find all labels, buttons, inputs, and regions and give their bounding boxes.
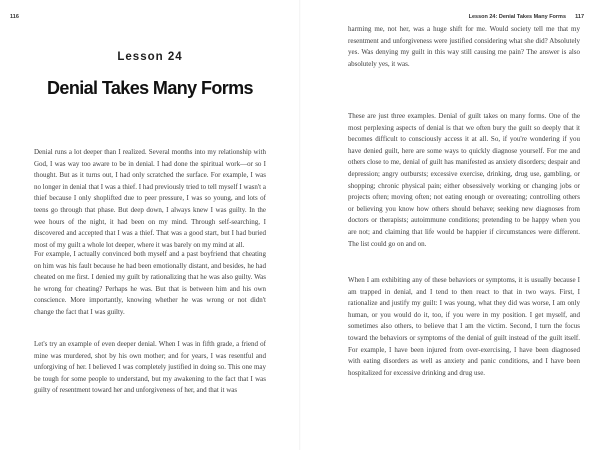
body-paragraph: These are just three examples. Denial of guilt takes on many forms. One of the most perplexing aspects of denial is that we often bury the guilt so deeply that it becomes difficult to consciously access it at all. So, if you're wondering if you have denied guilt, here are some ways to quickly diagnose yourself. For me and others close to me, denial of guilt has manifested as anxiety disorders; despair and depression; angry outbursts; excessive exercise, drinking, drug use, gambling, or shopping; chronic physical pain; either obsessively working or changing jobs or projects often; moving often; not eating enough or overeating; controlling others or believing you know how others should behave; seeking new diagnoses from doctors or therapists; autoimmune conditions; pretending to be happy when you are not; and claiming that life would be happier if circumstances were different. The list could go on and on.	[348, 112, 580, 248]
body-paragraph: When I am exhibiting any of these behaviors or symptoms, it is usually because I am trapped in denial, and I tend to then react to that in two ways. First, I rationalize and justify my guilt: I was young, what they did was worse, I am only human, or you would do it, too, if you were in my position. I get myself, and sometimes also others, to believe that I am the victim. Second, I turn the focus toward the behaviors or symptoms of the denial of guilt instead of the guilt itself. For example, I have been injured from over-exercising, I have been diagnosed with eating disorders as well as anxiety and panic conditions, and I have been hospitalized for excessive drinking and drug use.	[348, 276, 580, 377]
page-number-right: 117	[575, 14, 584, 20]
body-paragraph: For example, I actually convinced both myself and a past boyfriend that cheating on him was his fault because he had been emotionally distant, and besides, he had cheated on me first. I denied my guilt by rationalizing that he was also guilty. Was he wrong for cheating? Perhaps he was. But that is between him and his own conscience. More importantly, knowing whether he was wrong or not didn't change the fact that I was guilty.	[34, 250, 266, 316]
body-paragraph: harming me, not her, was a huge shift for me. Would society tell me that my resentment and unforgiveness were justified considering what she did? Absolutely yes. Was denying my guilt in this way still causing me pain? The answer is also absolutely yes, it was.	[348, 25, 580, 68]
body-paragraph: Let's try an example of even deeper denial. When I was in fifth grade, a friend of mine was murdered, shot by his own mother; and for years, I was resentful and unforgiving of her. I believed I was completely justified in doing so. This one may be tough for some people to understand, but my awakening to the fact that I was guilty of resentment toward her and unforgiveness of her, and that it was	[34, 340, 266, 395]
running-head: Lesson 24: Denial Takes Many Forms	[468, 14, 566, 20]
page-number-left: 116	[10, 14, 19, 20]
body-paragraph: Denial runs a lot deeper than I realized. Several months into my relationship with God, I was way too aware to be in denial. I had done the spiritual work—or so I thought. But as it turns out, I had only scratched the surface. For example, I was no longer in denial that I was a thief. I had previously tried to tell myself I wasn't a thief because I only shoplifted due to peer pressure, I was so young, and lots of teens go through that phase. But deep down, I always knew I was guilty. In the wee hours of the night, it had been on my mind. Through self-searching, I discovered and accepted that I was a thief. That was a good start, but I had buried most of my guilt a whole lot deeper, where it was barely on my mind at all.	[34, 148, 266, 249]
lesson-label: Lesson 24	[117, 51, 183, 63]
right-page	[300, 0, 600, 450]
lesson-title: Denial Takes Many Forms	[47, 78, 253, 98]
